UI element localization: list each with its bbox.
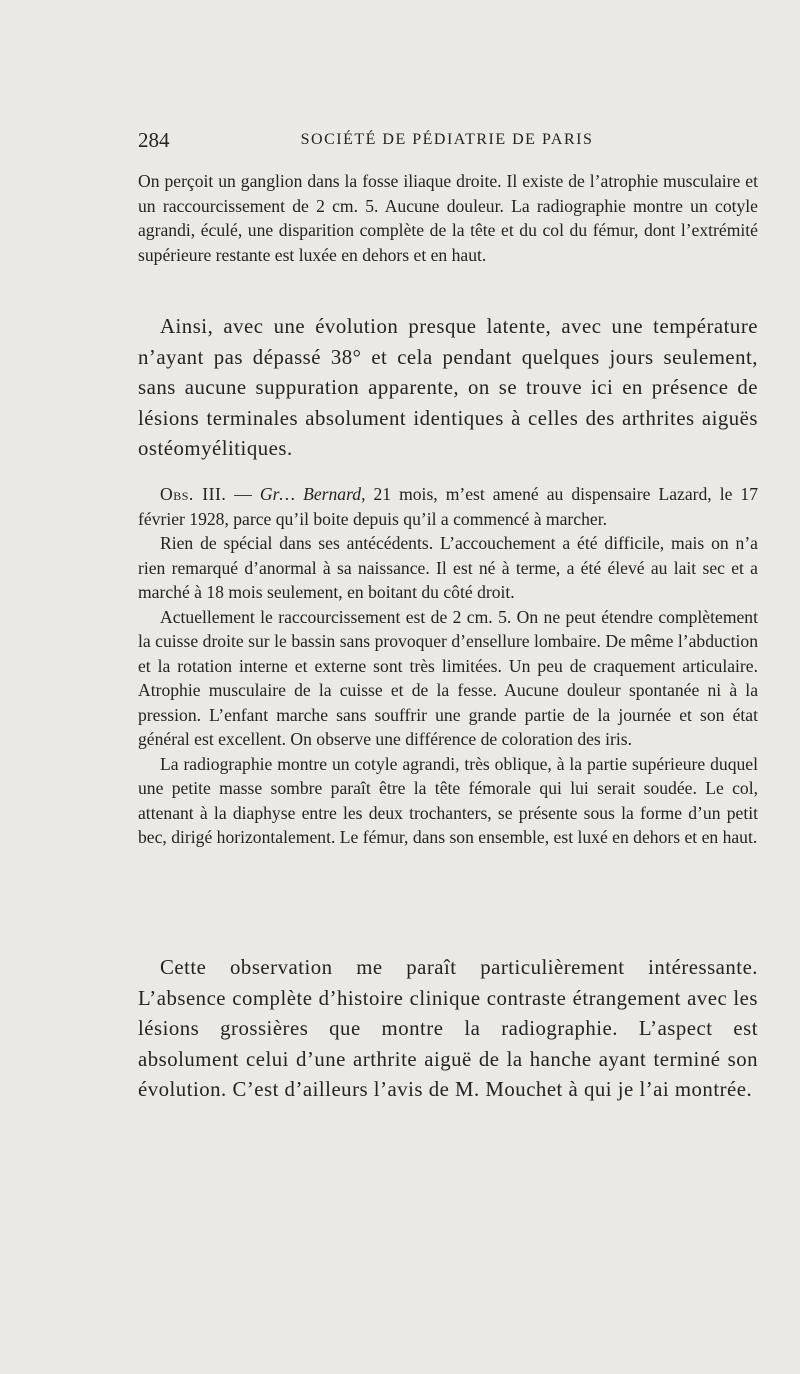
paragraph-ganglion: On perçoit un ganglion dans la fosse iliaque droite. Il existe de l’atrophie musculaire et un raccourcissement de 2 cm. 5. Aucune douleur. La radiographie montre un cotyle agrandi, éculé, une disparition complète de la tête et du col du fémur, dont l’extrémité supérieure restante est luxée en dehors et en haut. [138,171,758,265]
patient-name: Gr… Bernard, [259,484,366,504]
paragraph-conclusion: Cette observation me paraît particulièrement intéressante. L’absence complète d’histoire clinique contraste étrangement avec les lésions grossières que montre la radiographie. L’aspect est absolument celui d’une arthrite aiguë de la hanche ayant terminé son évolution. C’est d’ailleurs l’avis de M. Mouchet à qui je l’ai montrée. [138,956,758,1102]
paragraph-ainsi: Ainsi, avec une évolution presque latente, avec une température n’ayant pas dépassé 38° et cela pendant quelques jours seulement, sans aucune suppuration apparente, on se trouve ici en présence de lésions terminales absolument identiques à celles des arthrites aiguës ostéomyélitiques. [138,315,758,461]
observation-intro [138,482,758,531]
paragraph-block-4 [138,953,758,1106]
page-header [138,128,756,158]
page-number: 284 [138,128,170,152]
paragraph-radiographie: La radiographie montre un cotyle agrandi, très oblique, à la partie supérieure duquel une petite masse sombre paraît être la tête fémorale qui lui serait soudée. Le col, attenant à la diaphyse entre les deux trochanters, se présente sous la forme d’un petit bec, dirigé horizontalement. Le fémur, dans son ensemble, est luxé en dehors et en haut. [138,753,758,847]
observation-text: 21 mois, m’est amené au dispensaire Lazard, le 17 février 1928, parce qu’il boite depuis qu’il a commencé à marcher. [138,484,759,529]
observation-label: Obs. III. [160,484,227,504]
paragraph-block-1 [138,169,758,267]
running-title: SOCIÉTÉ DE PÉDIATRIE DE PARIS [300,131,594,148]
paragraph-block-2 [138,312,758,465]
observation-dash: — [226,484,260,504]
observation-block [138,482,758,850]
paragraph-antecedents: Rien de spécial dans ses antécédents. L’accouchement a été difficile, mais on n’a rien remarqué d’anormal à sa naissance. Il est né à terme, a été élevé au lait sec et a marché à 18 mois seulement, en boitant du côté droit. [138,533,758,602]
paragraph-actuellement: Actuellement le raccourcissement est de 2 cm. 5. On ne peut étendre complètement la cuisse droite sur le bassin sans provoquer d’ensellure lombaire. De même l’abduction et la rotation interne et externe sont très limitées. Un peu de craquement articulaire. Atrophie musculaire de la cuisse et de la fesse. Aucune douleur spontanée ni à la pression. L’enfant marche sans souffrir une grande partie de la journée et son état général est excellent. On observe une différence de coloration des iris. [138,606,758,749]
